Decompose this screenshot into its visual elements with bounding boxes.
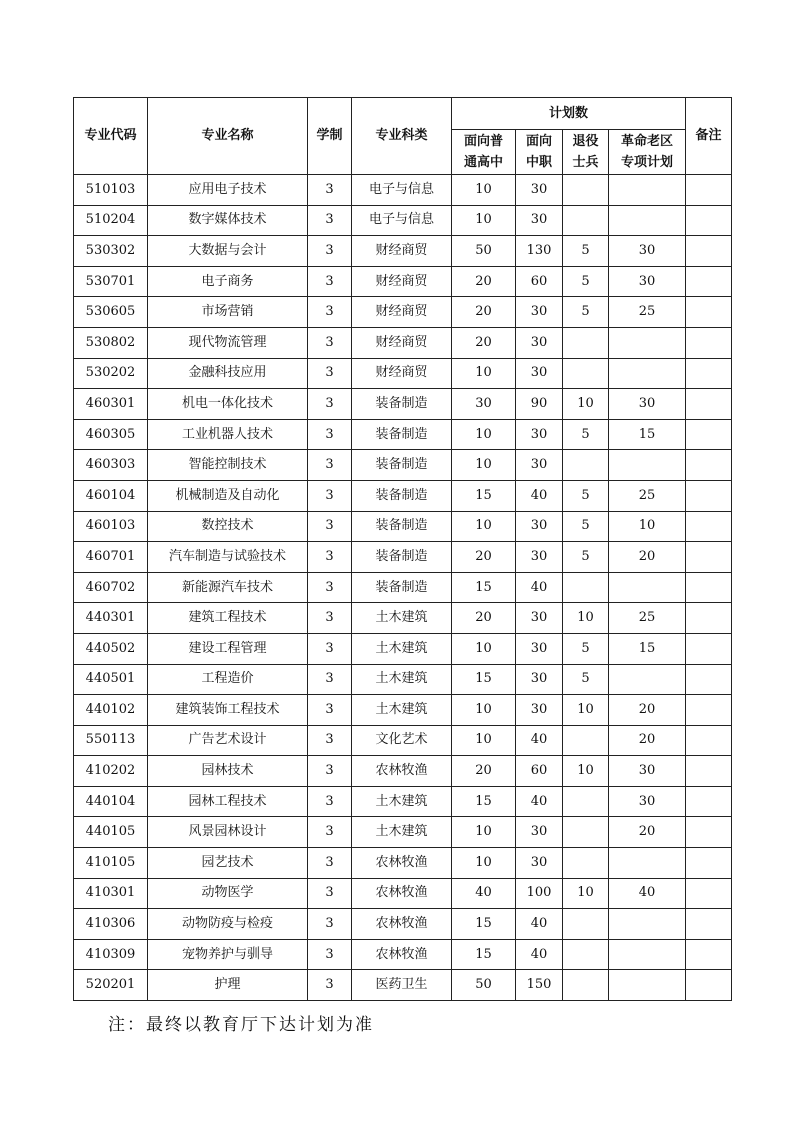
- cell-vocational: 40: [516, 909, 563, 940]
- cell-special: 25: [609, 603, 686, 634]
- header-remark: 备注: [686, 98, 732, 175]
- cell-name: 宠物养护与驯导: [148, 939, 308, 970]
- cell-general: 10: [452, 511, 516, 542]
- cell-vocational: 40: [516, 572, 563, 603]
- cell-category: 装备制造: [352, 511, 452, 542]
- cell-vocational: 40: [516, 725, 563, 756]
- cell-category: 文化艺术: [352, 725, 452, 756]
- cell-general: 30: [452, 389, 516, 420]
- cell-vocational: 30: [516, 297, 563, 328]
- cell-years: 3: [308, 389, 352, 420]
- table-row: [74, 786, 732, 817]
- cell-general: 10: [452, 817, 516, 848]
- cell-years: 3: [308, 205, 352, 236]
- cell-code: 520201: [74, 970, 148, 1001]
- cell-years: 3: [308, 480, 352, 511]
- cell-years: 3: [308, 909, 352, 940]
- cell-special: 15: [609, 633, 686, 664]
- cell-years: 3: [308, 358, 352, 389]
- cell-special: [609, 939, 686, 970]
- cell-category: 装备制造: [352, 572, 452, 603]
- cell-veteran: [563, 358, 609, 389]
- cell-remark: [686, 817, 732, 848]
- table-row: [74, 725, 732, 756]
- cell-remark: [686, 542, 732, 573]
- cell-remark: [686, 450, 732, 481]
- cell-code: 460303: [74, 450, 148, 481]
- cell-vocational: 30: [516, 175, 563, 206]
- cell-remark: [686, 327, 732, 358]
- cell-veteran: 5: [563, 480, 609, 511]
- cell-remark: [686, 970, 732, 1001]
- cell-special: 15: [609, 419, 686, 450]
- cell-general: 20: [452, 327, 516, 358]
- cell-remark: [686, 389, 732, 420]
- cell-remark: [686, 358, 732, 389]
- cell-years: 3: [308, 756, 352, 787]
- cell-code: 510204: [74, 205, 148, 236]
- cell-special: 20: [609, 542, 686, 573]
- cell-name: 金融科技应用: [148, 358, 308, 389]
- cell-special: 30: [609, 236, 686, 267]
- cell-vocational: 30: [516, 664, 563, 695]
- cell-veteran: 5: [563, 664, 609, 695]
- table-row: [74, 511, 732, 542]
- table-body: [74, 175, 732, 1001]
- enrollment-plan-table: [73, 97, 732, 1001]
- cell-remark: [686, 480, 732, 511]
- cell-vocational: 30: [516, 327, 563, 358]
- cell-general: 20: [452, 297, 516, 328]
- cell-name: 工业机器人技术: [148, 419, 308, 450]
- cell-remark: [686, 695, 732, 726]
- table-row: [74, 266, 732, 297]
- cell-vocational: 30: [516, 817, 563, 848]
- cell-years: 3: [308, 266, 352, 297]
- header-plan-special: 革命老区 专项计划: [609, 130, 686, 175]
- cell-category: 装备制造: [352, 389, 452, 420]
- cell-special: 10: [609, 511, 686, 542]
- cell-vocational: 30: [516, 358, 563, 389]
- table-row: [74, 695, 732, 726]
- cell-code: 530701: [74, 266, 148, 297]
- cell-years: 3: [308, 297, 352, 328]
- cell-code: 410309: [74, 939, 148, 970]
- cell-general: 20: [452, 542, 516, 573]
- cell-vocational: 60: [516, 266, 563, 297]
- header-plan-vocational: 面向 中职: [516, 130, 563, 175]
- cell-name: 广告艺术设计: [148, 725, 308, 756]
- cell-years: 3: [308, 939, 352, 970]
- cell-category: 医药卫生: [352, 970, 452, 1001]
- cell-veteran: 10: [563, 878, 609, 909]
- cell-general: 10: [452, 848, 516, 879]
- cell-veteran: [563, 848, 609, 879]
- cell-general: 10: [452, 419, 516, 450]
- cell-general: 15: [452, 909, 516, 940]
- cell-remark: [686, 756, 732, 787]
- cell-veteran: 5: [563, 266, 609, 297]
- cell-remark: [686, 419, 732, 450]
- table-row: [74, 175, 732, 206]
- cell-special: [609, 572, 686, 603]
- table-row: [74, 236, 732, 267]
- cell-category: 土木建筑: [352, 633, 452, 664]
- cell-category: 农林牧渔: [352, 848, 452, 879]
- cell-general: 15: [452, 939, 516, 970]
- table-row: [74, 542, 732, 573]
- cell-years: 3: [308, 572, 352, 603]
- cell-code: 510103: [74, 175, 148, 206]
- cell-vocational: 40: [516, 786, 563, 817]
- cell-vocational: 30: [516, 633, 563, 664]
- cell-name: 数字媒体技术: [148, 205, 308, 236]
- cell-special: 25: [609, 480, 686, 511]
- cell-name: 建筑工程技术: [148, 603, 308, 634]
- cell-veteran: [563, 817, 609, 848]
- table-row: [74, 848, 732, 879]
- cell-general: 20: [452, 603, 516, 634]
- cell-years: 3: [308, 725, 352, 756]
- cell-veteran: [563, 725, 609, 756]
- cell-category: 电子与信息: [352, 205, 452, 236]
- cell-special: [609, 450, 686, 481]
- cell-category: 土木建筑: [352, 664, 452, 695]
- cell-name: 市场营销: [148, 297, 308, 328]
- cell-name: 护理: [148, 970, 308, 1001]
- cell-veteran: 5: [563, 511, 609, 542]
- cell-remark: [686, 297, 732, 328]
- cell-name: 园艺技术: [148, 848, 308, 879]
- header-code: 专业代码: [74, 98, 148, 175]
- cell-vocational: 40: [516, 939, 563, 970]
- cell-remark: [686, 725, 732, 756]
- cell-years: 3: [308, 327, 352, 358]
- cell-years: 3: [308, 664, 352, 695]
- cell-category: 装备制造: [352, 480, 452, 511]
- cell-code: 440104: [74, 786, 148, 817]
- header-category: 专业科类: [352, 98, 452, 175]
- cell-category: 财经商贸: [352, 236, 452, 267]
- cell-special: [609, 848, 686, 879]
- cell-years: 3: [308, 511, 352, 542]
- cell-special: 20: [609, 725, 686, 756]
- cell-code: 410105: [74, 848, 148, 879]
- cell-category: 装备制造: [352, 419, 452, 450]
- cell-years: 3: [308, 419, 352, 450]
- cell-name: 建设工程管理: [148, 633, 308, 664]
- cell-years: 3: [308, 236, 352, 267]
- cell-years: 3: [308, 817, 352, 848]
- cell-code: 460702: [74, 572, 148, 603]
- cell-general: 40: [452, 878, 516, 909]
- cell-remark: [686, 664, 732, 695]
- cell-general: 15: [452, 664, 516, 695]
- cell-code: 410202: [74, 756, 148, 787]
- cell-name: 建筑装饰工程技术: [148, 695, 308, 726]
- cell-remark: [686, 786, 732, 817]
- cell-general: 50: [452, 970, 516, 1001]
- cell-code: 530202: [74, 358, 148, 389]
- cell-special: 40: [609, 878, 686, 909]
- table-row: [74, 358, 732, 389]
- cell-years: 3: [308, 848, 352, 879]
- cell-veteran: [563, 909, 609, 940]
- header-plan-general: 面向普 通高中: [452, 130, 516, 175]
- cell-code: 410306: [74, 909, 148, 940]
- table-header: [74, 98, 732, 175]
- table-row: [74, 756, 732, 787]
- cell-vocational: 30: [516, 450, 563, 481]
- cell-vocational: 30: [516, 695, 563, 726]
- cell-vocational: 30: [516, 419, 563, 450]
- cell-general: 10: [452, 633, 516, 664]
- cell-code: 460104: [74, 480, 148, 511]
- cell-name: 汽车制造与试验技术: [148, 542, 308, 573]
- cell-vocational: 60: [516, 756, 563, 787]
- cell-vocational: 30: [516, 603, 563, 634]
- cell-vocational: 90: [516, 389, 563, 420]
- cell-category: 农林牧渔: [352, 878, 452, 909]
- table-row: [74, 297, 732, 328]
- cell-veteran: 10: [563, 389, 609, 420]
- table-row: [74, 450, 732, 481]
- cell-code: 460305: [74, 419, 148, 450]
- cell-general: 10: [452, 725, 516, 756]
- header-plan: 计划数: [452, 98, 686, 130]
- cell-veteran: [563, 175, 609, 206]
- cell-veteran: [563, 450, 609, 481]
- cell-code: 440502: [74, 633, 148, 664]
- cell-name: 数控技术: [148, 511, 308, 542]
- cell-special: 25: [609, 297, 686, 328]
- table-row: [74, 603, 732, 634]
- cell-special: [609, 909, 686, 940]
- cell-years: 3: [308, 878, 352, 909]
- cell-veteran: [563, 327, 609, 358]
- cell-remark: [686, 878, 732, 909]
- cell-general: 10: [452, 695, 516, 726]
- cell-special: 30: [609, 756, 686, 787]
- cell-category: 财经商贸: [352, 327, 452, 358]
- cell-vocational: 30: [516, 511, 563, 542]
- cell-category: 农林牧渔: [352, 756, 452, 787]
- cell-category: 土木建筑: [352, 695, 452, 726]
- cell-name: 现代物流管理: [148, 327, 308, 358]
- header-years: 学制: [308, 98, 352, 175]
- cell-vocational: 100: [516, 878, 563, 909]
- cell-special: [609, 205, 686, 236]
- cell-code: 460103: [74, 511, 148, 542]
- cell-years: 3: [308, 695, 352, 726]
- cell-category: 农林牧渔: [352, 939, 452, 970]
- cell-remark: [686, 939, 732, 970]
- table-row: [74, 970, 732, 1001]
- cell-name: 园林工程技术: [148, 786, 308, 817]
- cell-special: [609, 327, 686, 358]
- cell-general: 10: [452, 175, 516, 206]
- cell-category: 土木建筑: [352, 817, 452, 848]
- footnote: 注：最终以教育厅下达计划为准: [108, 1015, 374, 1035]
- cell-veteran: [563, 572, 609, 603]
- cell-general: 15: [452, 480, 516, 511]
- cell-special: 30: [609, 266, 686, 297]
- cell-special: [609, 358, 686, 389]
- cell-remark: [686, 205, 732, 236]
- cell-name: 园林技术: [148, 756, 308, 787]
- table-row: [74, 205, 732, 236]
- table-row: [74, 817, 732, 848]
- cell-category: 财经商贸: [352, 297, 452, 328]
- cell-code: 440501: [74, 664, 148, 695]
- cell-category: 装备制造: [352, 450, 452, 481]
- table-row: [74, 664, 732, 695]
- cell-category: 农林牧渔: [352, 909, 452, 940]
- cell-veteran: 5: [563, 542, 609, 573]
- cell-veteran: 5: [563, 297, 609, 328]
- cell-vocational: 30: [516, 848, 563, 879]
- cell-general: 20: [452, 266, 516, 297]
- cell-general: 10: [452, 450, 516, 481]
- cell-veteran: 10: [563, 756, 609, 787]
- cell-veteran: [563, 205, 609, 236]
- cell-veteran: 5: [563, 419, 609, 450]
- cell-category: 装备制造: [352, 542, 452, 573]
- cell-general: 15: [452, 786, 516, 817]
- cell-special: 20: [609, 817, 686, 848]
- cell-code: 530802: [74, 327, 148, 358]
- cell-vocational: 150: [516, 970, 563, 1001]
- cell-years: 3: [308, 542, 352, 573]
- cell-special: 20: [609, 695, 686, 726]
- cell-general: 20: [452, 756, 516, 787]
- cell-vocational: 30: [516, 205, 563, 236]
- table-row: [74, 389, 732, 420]
- cell-special: 30: [609, 786, 686, 817]
- table-row: [74, 939, 732, 970]
- cell-veteran: 10: [563, 695, 609, 726]
- cell-veteran: 10: [563, 603, 609, 634]
- cell-category: 财经商贸: [352, 358, 452, 389]
- table-row: [74, 633, 732, 664]
- cell-name: 动物医学: [148, 878, 308, 909]
- cell-veteran: [563, 939, 609, 970]
- cell-code: 440102: [74, 695, 148, 726]
- header-plan-veteran: 退役 士兵: [563, 130, 609, 175]
- cell-category: 土木建筑: [352, 603, 452, 634]
- cell-years: 3: [308, 970, 352, 1001]
- cell-code: 460701: [74, 542, 148, 573]
- cell-veteran: 5: [563, 236, 609, 267]
- cell-general: 10: [452, 358, 516, 389]
- cell-special: 30: [609, 389, 686, 420]
- table-row: [74, 419, 732, 450]
- cell-code: 550113: [74, 725, 148, 756]
- cell-code: 440105: [74, 817, 148, 848]
- cell-years: 3: [308, 450, 352, 481]
- cell-years: 3: [308, 633, 352, 664]
- cell-code: 530605: [74, 297, 148, 328]
- cell-category: 财经商贸: [352, 266, 452, 297]
- cell-general: 10: [452, 205, 516, 236]
- cell-name: 动物防疫与检疫: [148, 909, 308, 940]
- cell-name: 电子商务: [148, 266, 308, 297]
- cell-remark: [686, 236, 732, 267]
- table-row: [74, 572, 732, 603]
- cell-veteran: [563, 970, 609, 1001]
- cell-veteran: 5: [563, 633, 609, 664]
- cell-vocational: 40: [516, 480, 563, 511]
- cell-category: 土木建筑: [352, 786, 452, 817]
- cell-vocational: 130: [516, 236, 563, 267]
- cell-name: 机械制造及自动化: [148, 480, 308, 511]
- cell-name: 新能源汽车技术: [148, 572, 308, 603]
- cell-code: 410301: [74, 878, 148, 909]
- cell-vocational: 30: [516, 542, 563, 573]
- cell-remark: [686, 603, 732, 634]
- cell-name: 风景园林设计: [148, 817, 308, 848]
- cell-special: [609, 664, 686, 695]
- cell-code: 530302: [74, 236, 148, 267]
- cell-name: 智能控制技术: [148, 450, 308, 481]
- cell-remark: [686, 572, 732, 603]
- cell-remark: [686, 909, 732, 940]
- cell-remark: [686, 633, 732, 664]
- cell-name: 应用电子技术: [148, 175, 308, 206]
- cell-years: 3: [308, 603, 352, 634]
- cell-veteran: [563, 786, 609, 817]
- cell-special: [609, 175, 686, 206]
- table-row: [74, 909, 732, 940]
- cell-code: 460301: [74, 389, 148, 420]
- cell-remark: [686, 175, 732, 206]
- cell-name: 机电一体化技术: [148, 389, 308, 420]
- cell-name: 工程造价: [148, 664, 308, 695]
- cell-remark: [686, 511, 732, 542]
- cell-general: 15: [452, 572, 516, 603]
- cell-years: 3: [308, 175, 352, 206]
- table-row: [74, 480, 732, 511]
- table-row: [74, 878, 732, 909]
- cell-category: 电子与信息: [352, 175, 452, 206]
- cell-general: 50: [452, 236, 516, 267]
- header-name: 专业名称: [148, 98, 308, 175]
- cell-name: 大数据与会计: [148, 236, 308, 267]
- cell-years: 3: [308, 786, 352, 817]
- cell-remark: [686, 848, 732, 879]
- cell-remark: [686, 266, 732, 297]
- cell-special: [609, 970, 686, 1001]
- cell-code: 440301: [74, 603, 148, 634]
- table-row: [74, 327, 732, 358]
